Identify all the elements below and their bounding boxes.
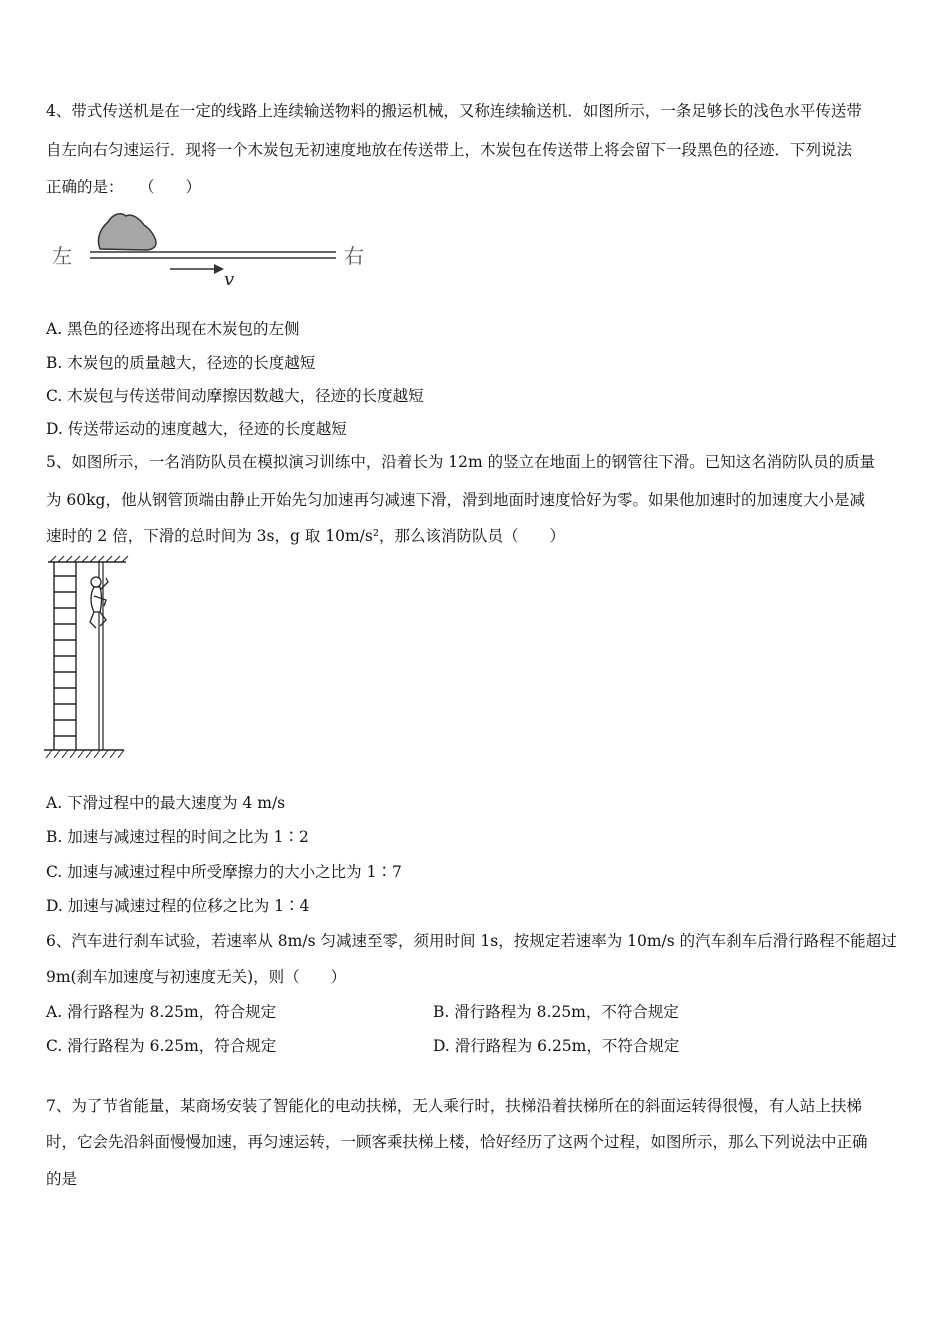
q7-stem-line-2: 时，它会先沿斜面慢慢加速，再匀速运转，一顾客乘扶梯上楼，恰好经历了这两个过程，如图所示，那么下列说法中正确 <box>46 1133 868 1151</box>
q6-stem-line-1: 6、汽车进行刹车试验，若速率从 8m/s 匀减速至零，须用时间 1s，按规定若速率为 10m/s 的汽车刹车后滑行路程不能超过 <box>46 932 897 950</box>
q5-option-b: B. 加速与减速过程的时间之比为 1∶2 <box>46 828 309 846</box>
q5-option-a: A. 下滑过程中的最大速度为 4 m/s <box>46 794 286 812</box>
ladder <box>54 562 76 750</box>
q5-stem-line-1: 5、如图所示，一名消防队员在模拟演习训练中，沿着长为 12m 的竖立在地面上的钢管往下滑。已知这名消防队员的质量 <box>46 453 876 471</box>
ceiling-hatch <box>50 556 128 562</box>
q5-stem-line-3: 速时的 2 倍，下滑的总时间为 3s，g 取 10m/s²，那么该消防队员（ ） <box>46 527 566 545</box>
q4-option-c: C. 木炭包与传送带间动摩擦因数越大，径迹的长度越短 <box>46 387 424 405</box>
q6-stem-line-2: 9m(刹车加速度与初速度无关)，则（ ） <box>46 968 347 986</box>
q7-stem-line-3: 的是 <box>46 1170 78 1188</box>
q5-option-d: D. 加速与减速过程的位移之比为 1∶4 <box>46 897 310 915</box>
q4-stem-line-3: 正确的是： （ ） <box>46 178 202 196</box>
firefighter-pole-figure <box>44 556 128 764</box>
q4-stem-line-2: 自左向右匀速运行．现将一个木炭包无初速度地放在传送带上，木炭包在传送带上将会留下一段黑色的径迹．下列说法 <box>46 141 853 159</box>
conveyor-belt-figure <box>46 205 376 290</box>
q4-option-d: D. 传送带运动的速度越大，径迹的长度越短 <box>46 420 347 438</box>
right-label: 右 <box>344 244 364 268</box>
q6-option-c: C. 滑行路程为 6.25m，符合规定 <box>46 1037 277 1055</box>
velocity-arrow-head <box>214 264 224 274</box>
q4-option-a: A. 黑色的径迹将出现在木炭包的左侧 <box>46 320 300 338</box>
q6-option-d: D. 滑行路程为 6.25m，不符合规定 <box>433 1037 680 1055</box>
left-label: 左 <box>52 244 72 268</box>
q5-stem-line-2: 为 60kg，他从钢管顶端由静止开始先匀加速再匀减速下滑，滑到地面时速度恰好为零。如果他加速时的加速度大小是减 <box>46 491 865 509</box>
charcoal-bag <box>98 214 156 250</box>
q4-stem-line-1: 4、带式传送机是在一定的线路上连续输送物料的搬运机械，又称连续输送机．如图所示，一条足够长的浅色水平传送带 <box>46 102 862 120</box>
q7-stem-line-1: 7、为了节省能量，某商场安装了智能化的电动扶梯，无人乘行时，扶梯沿着扶梯所在的斜面运转得很慢，有人站上扶梯 <box>46 1097 862 1115</box>
q6-option-b: B. 滑行路程为 8.25m，不符合规定 <box>433 1003 679 1021</box>
q5-option-c: C. 加速与减速过程中所受摩擦力的大小之比为 1∶7 <box>46 863 402 881</box>
q6-option-a: A. 滑行路程为 8.25m，符合规定 <box>46 1003 277 1021</box>
velocity-label: v <box>224 269 235 290</box>
q4-option-b: B. 木炭包的质量越大，径迹的长度越短 <box>46 354 316 372</box>
ground-hatch <box>46 750 124 758</box>
